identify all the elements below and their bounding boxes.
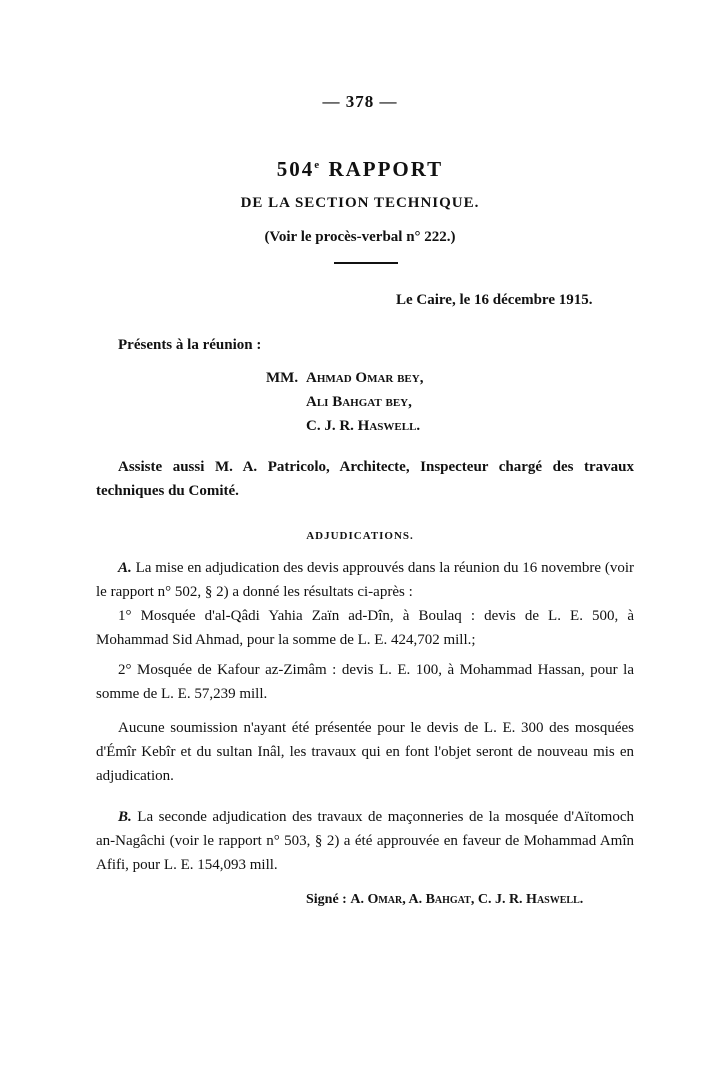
page-number: — 378 — (322, 92, 398, 111)
assistant-paragraph: Assiste aussi M. A. Patricolo, Architecte, Inspecteur chargé des travaux techniques du Comité. (96, 459, 634, 499)
result-item-2: 2° Mosquée de Kafour az-Zimâm : devis L. E. 100, à Mohammad Hassan, pour la somme de L. E. 57,239 mill. (96, 662, 634, 702)
place-date: Le Caire, le 16 décembre 1915. (396, 292, 593, 308)
item-b-letter: B. (118, 809, 132, 825)
present-label: Présents à la réunion : (118, 337, 262, 353)
attendee-1: Ahmad Omar bey, (306, 370, 424, 386)
signature-names: A. Omar, A. Bahgat, C. J. R. Haswell. (350, 892, 584, 907)
attendee-2: Ali Bahgat bey, (306, 394, 412, 410)
item-b-paragraph (96, 805, 634, 877)
minutes-reference: (Voir le procès-verbal n° 222.) (264, 229, 456, 245)
section-title: DE LA SECTION TECHNIQUE. (240, 195, 480, 211)
section-heading: ADJUDICATIONS. (306, 530, 414, 542)
report-word: RAPPORT (328, 157, 444, 181)
report-title (0, 157, 720, 182)
signature (306, 892, 583, 908)
item-a-text: La mise en adjudication des devis approuvés dans la réunion du 16 novembre (voir le rapport n° 502, § 2) a donné les résultats ci-après : (96, 560, 634, 600)
divider-rule (334, 262, 398, 264)
item-a-letter: A. (118, 560, 132, 576)
report-number-suffix: e (314, 159, 322, 171)
item-b-text: La seconde adjudication des travaux de maçonneries de la mosquée d'Aïtomoch an-Nagâchi (voir le rapport n° 503, § 2) a été approuvée en faveur de Mohammad Amîn Afifi, pour L. E. 154,093 mill. (96, 809, 635, 873)
report-number: 504 (276, 157, 315, 181)
item-a-paragraph (96, 556, 634, 604)
signature-label: Signé : (306, 892, 347, 907)
result-item-1: 1° Mosquée d'al-Qâdi Yahia Zaïn ad-Dîn, à Boulaq : devis de L. E. 500, à Mohammad Sid Ahmad, pour la somme de L. E. 424,702 mill.; (96, 608, 634, 648)
attendee-3: C. J. R. Haswell. (306, 418, 421, 434)
attendees-title: MM. (266, 370, 299, 386)
no-bid-paragraph: Aucune soumission n'ayant été présentée pour le devis de L. E. 300 des mosquées d'Émîr Kebîr et du sultan Inâl, les travaux qui en font l'objet seront de nouveau mis en adjudication. (96, 720, 634, 784)
